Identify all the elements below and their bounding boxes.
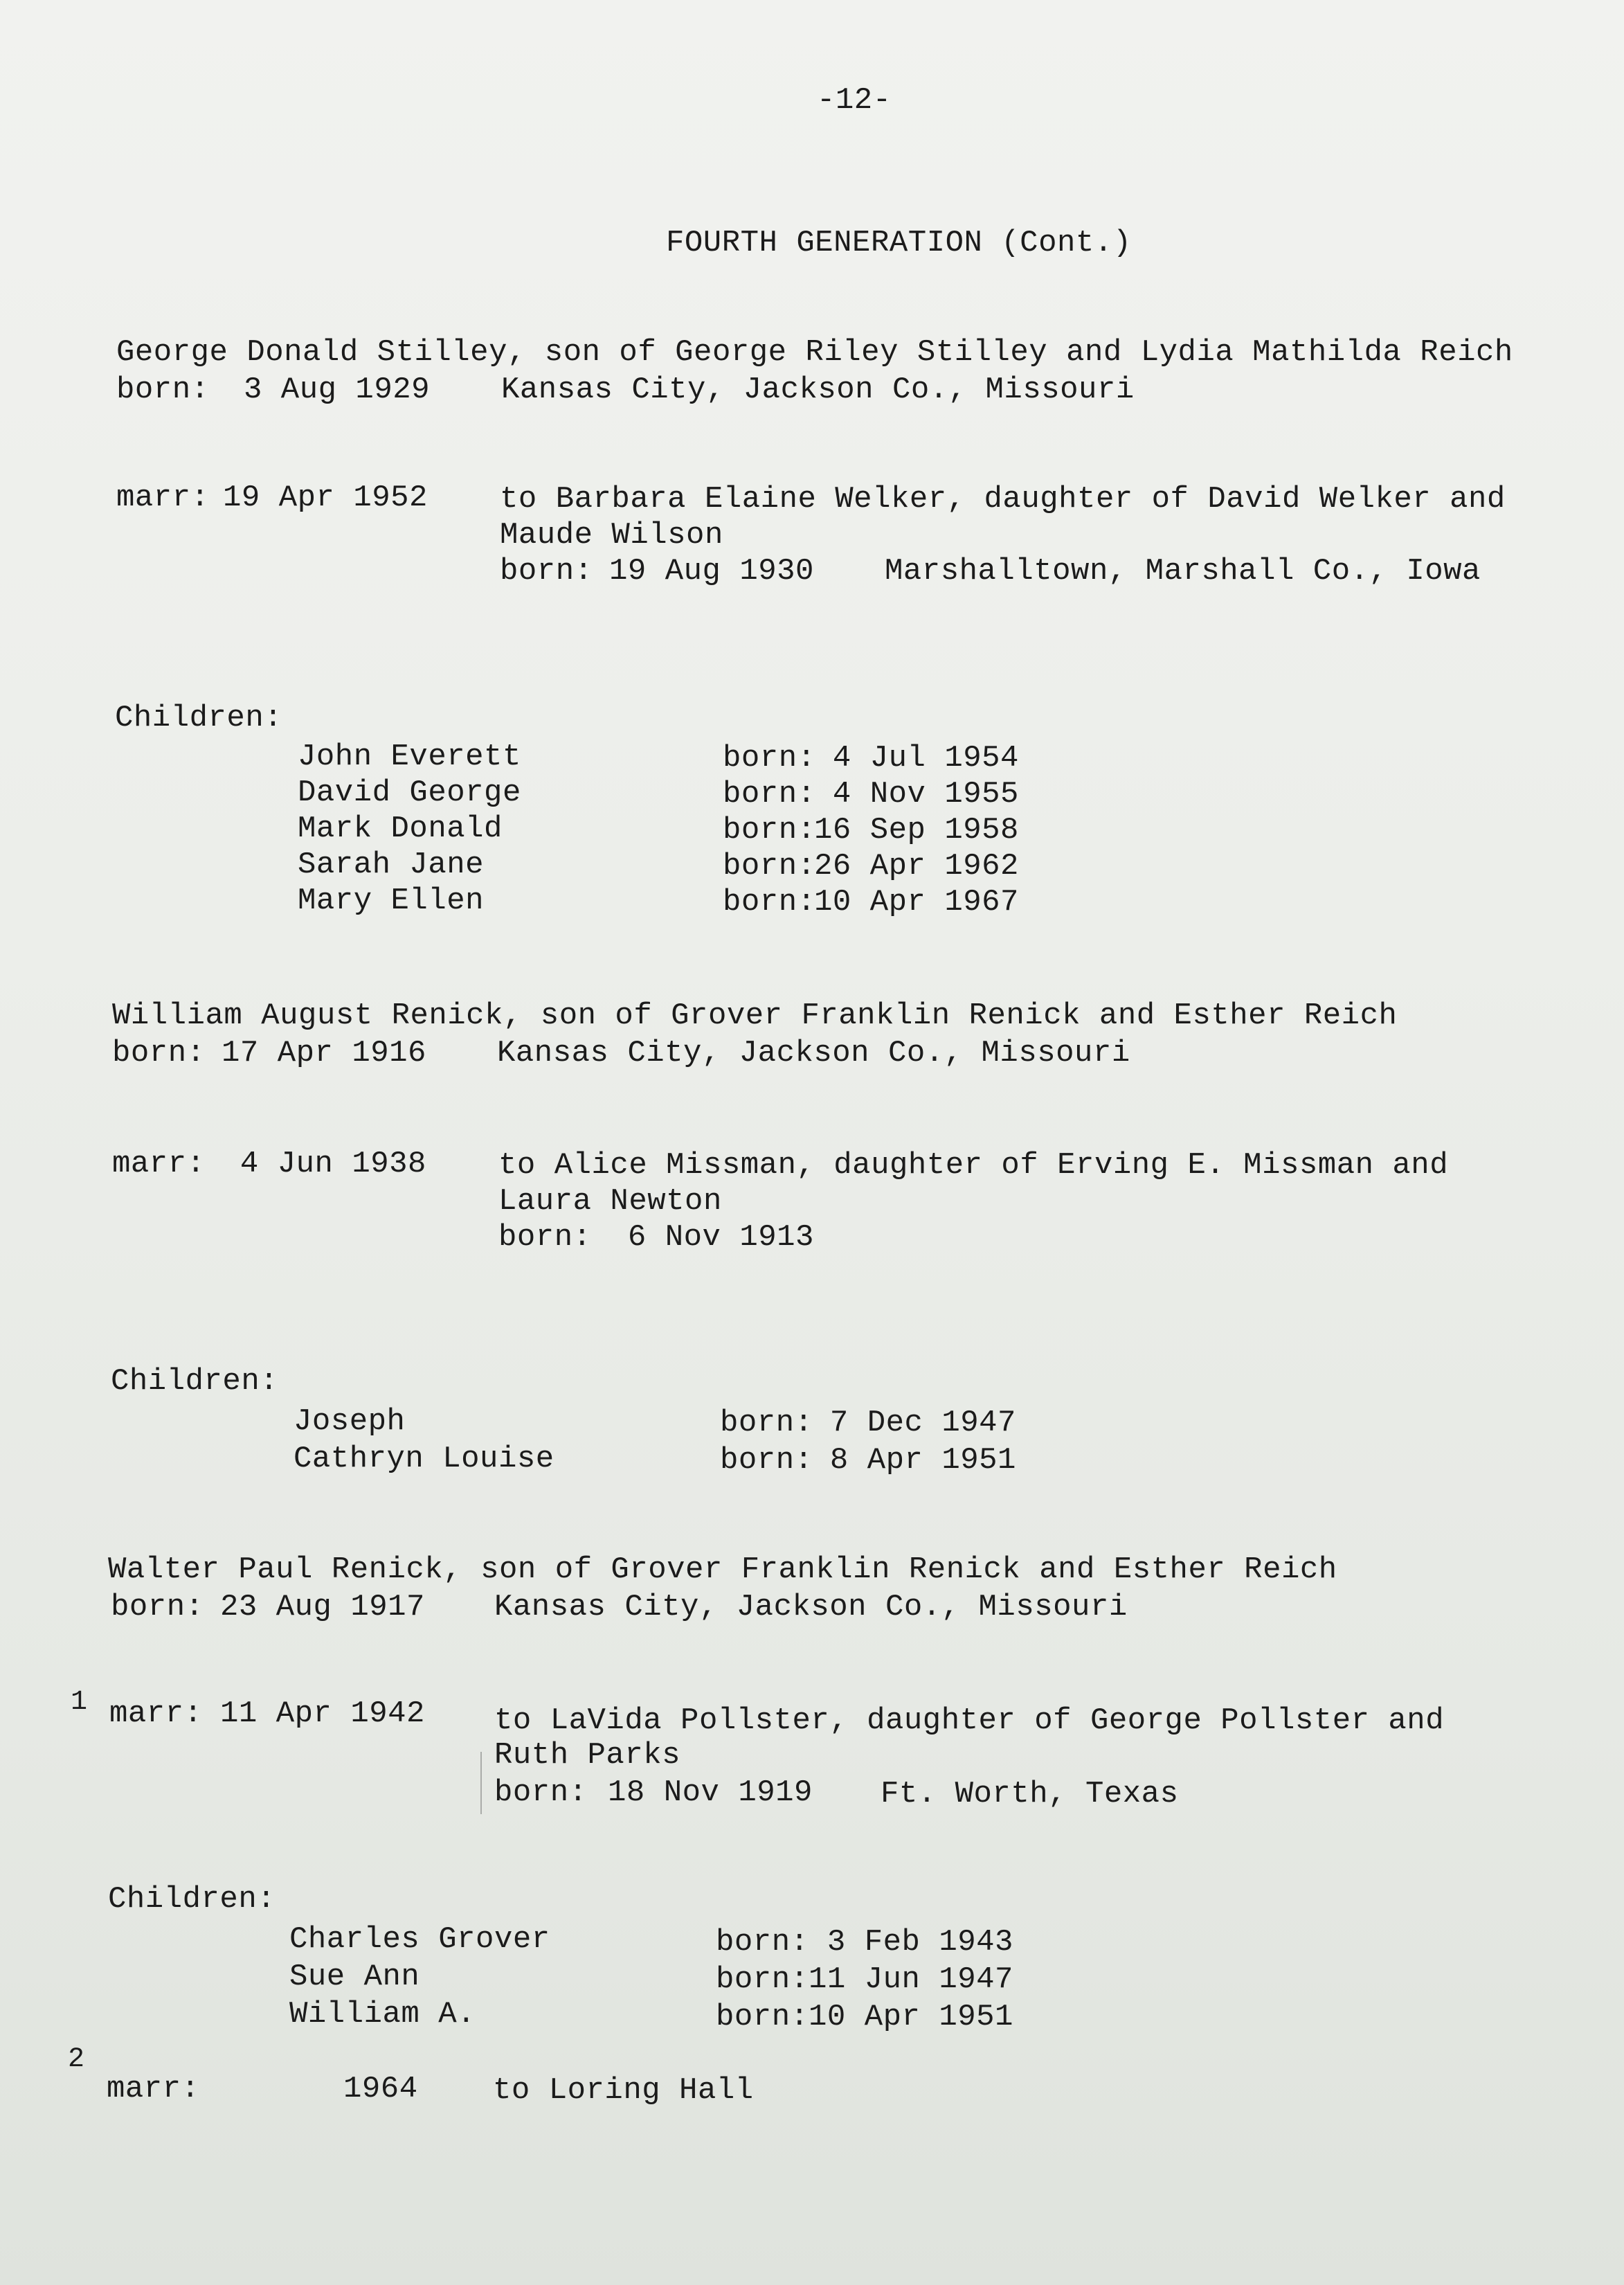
child-name: Charles Grover [289, 1922, 550, 1957]
marr-label: marr: [107, 2072, 200, 2106]
children-label: Children: [108, 1882, 276, 1917]
child-born-label: born: [716, 1925, 809, 1960]
spouse-born-date: 6 Nov 1913 [609, 1220, 814, 1255]
child-born-date: 11 Jun 1947 [809, 1962, 1013, 1997]
child-name: Mark Donald [298, 812, 503, 846]
child-born-date: 16 Sep 1958 [814, 813, 1019, 848]
marr-spouse-line1: to Alice Missman, daughter of Erving E. Missman and [498, 1148, 1449, 1183]
spouse-born-date: 19 Aug 1930 [609, 554, 814, 589]
section-heading: FOURTH GENERATION (Cont.) [666, 226, 1132, 260]
marr-spouse-line1: to Loring Hall [493, 2073, 754, 2108]
child-name: Mary Ellen [298, 884, 485, 918]
margin-line [480, 1752, 482, 1814]
born-place: Kansas City, Jackson Co., Missouri [494, 1590, 1128, 1624]
spouse-born-date: 18 Nov 1919 [608, 1775, 813, 1810]
marriage-number: 2 [68, 2044, 85, 2075]
marr-date: 1964 [343, 2072, 418, 2106]
child-name: Cathryn Louise [294, 1442, 554, 1476]
spouse-born-place: Ft. Worth, Texas [881, 1777, 1179, 1811]
spouse-born-place: Marshalltown, Marshall Co., Iowa [885, 554, 1481, 589]
born-date: 17 Apr 1916 [222, 1036, 426, 1070]
marr-spouse-line2: Ruth Parks [494, 1738, 681, 1773]
children-label: Children: [111, 1364, 279, 1399]
marriage-number: 1 [71, 1687, 88, 1718]
child-born-label: born: [716, 1962, 809, 1997]
marr-spouse-line1: to LaVida Pollster, daughter of George Pollster and [494, 1703, 1445, 1738]
spouse-born-label: born: [500, 554, 593, 589]
child-name: William A. [289, 1997, 476, 2032]
marr-label: marr: [116, 481, 210, 515]
child-born-label: born: [723, 813, 816, 848]
child-born-label: born: [723, 777, 816, 812]
spouse-born-label: born: [494, 1775, 588, 1810]
child-name: Joseph [294, 1404, 406, 1439]
marr-date: 4 Jun 1938 [222, 1147, 426, 1181]
child-born-label: born: [723, 849, 816, 884]
born-date: 23 Aug 1917 [220, 1590, 425, 1624]
marr-spouse-line2: Laura Newton [498, 1184, 722, 1219]
born-place: Kansas City, Jackson Co., Missouri [497, 1036, 1130, 1070]
child-born-date: 10 Apr 1967 [814, 885, 1019, 920]
marr-label: marr: [109, 1696, 203, 1731]
spouse-born-label: born: [498, 1220, 592, 1255]
entry-name-line: Walter Paul Renick, son of Grover Franklin Renick and Esther Reich [108, 1552, 1337, 1587]
born-label: born: [111, 1590, 204, 1624]
child-name: John Everett [298, 740, 521, 774]
child-born-date: 3 Feb 1943 [809, 1925, 1013, 1960]
child-born-label: born: [723, 885, 816, 920]
marr-spouse-line2: Maude Wilson [500, 518, 723, 553]
child-born-date: 8 Apr 1951 [811, 1443, 1016, 1478]
child-born-date: 10 Apr 1951 [809, 2000, 1013, 2034]
child-name: Sue Ann [289, 1960, 420, 1994]
child-born-date: 26 Apr 1962 [814, 849, 1019, 884]
born-place: Kansas City, Jackson Co., Missouri [501, 373, 1135, 407]
entry-name-line: William August Renick, son of Grover Franklin Renick and Esther Reich [112, 998, 1398, 1033]
page-number: -12- [817, 83, 892, 118]
child-born-label: born: [716, 2000, 809, 2034]
marr-date: 11 Apr 1942 [220, 1696, 425, 1731]
child-name: Sarah Jane [298, 848, 485, 882]
children-label: Children: [115, 701, 283, 735]
marr-label: marr: [112, 1147, 206, 1181]
child-born-label: born: [723, 741, 816, 776]
child-name: David George [298, 776, 521, 810]
child-born-date: 4 Jul 1954 [814, 741, 1019, 776]
born-label: born: [116, 373, 210, 407]
child-born-date: 4 Nov 1955 [814, 777, 1019, 812]
marr-spouse-line1: to Barbara Elaine Welker, daughter of David Welker and [500, 482, 1506, 517]
marr-date: 19 Apr 1952 [223, 481, 428, 515]
child-born-label: born: [720, 1406, 813, 1440]
born-label: born: [112, 1036, 206, 1070]
born-date: 3 Aug 1929 [244, 373, 431, 407]
child-born-date: 7 Dec 1947 [811, 1406, 1016, 1440]
child-born-label: born: [720, 1443, 813, 1478]
entry-name-line: George Donald Stilley, son of George Riley Stilley and Lydia Mathilda Reich [116, 335, 1513, 370]
